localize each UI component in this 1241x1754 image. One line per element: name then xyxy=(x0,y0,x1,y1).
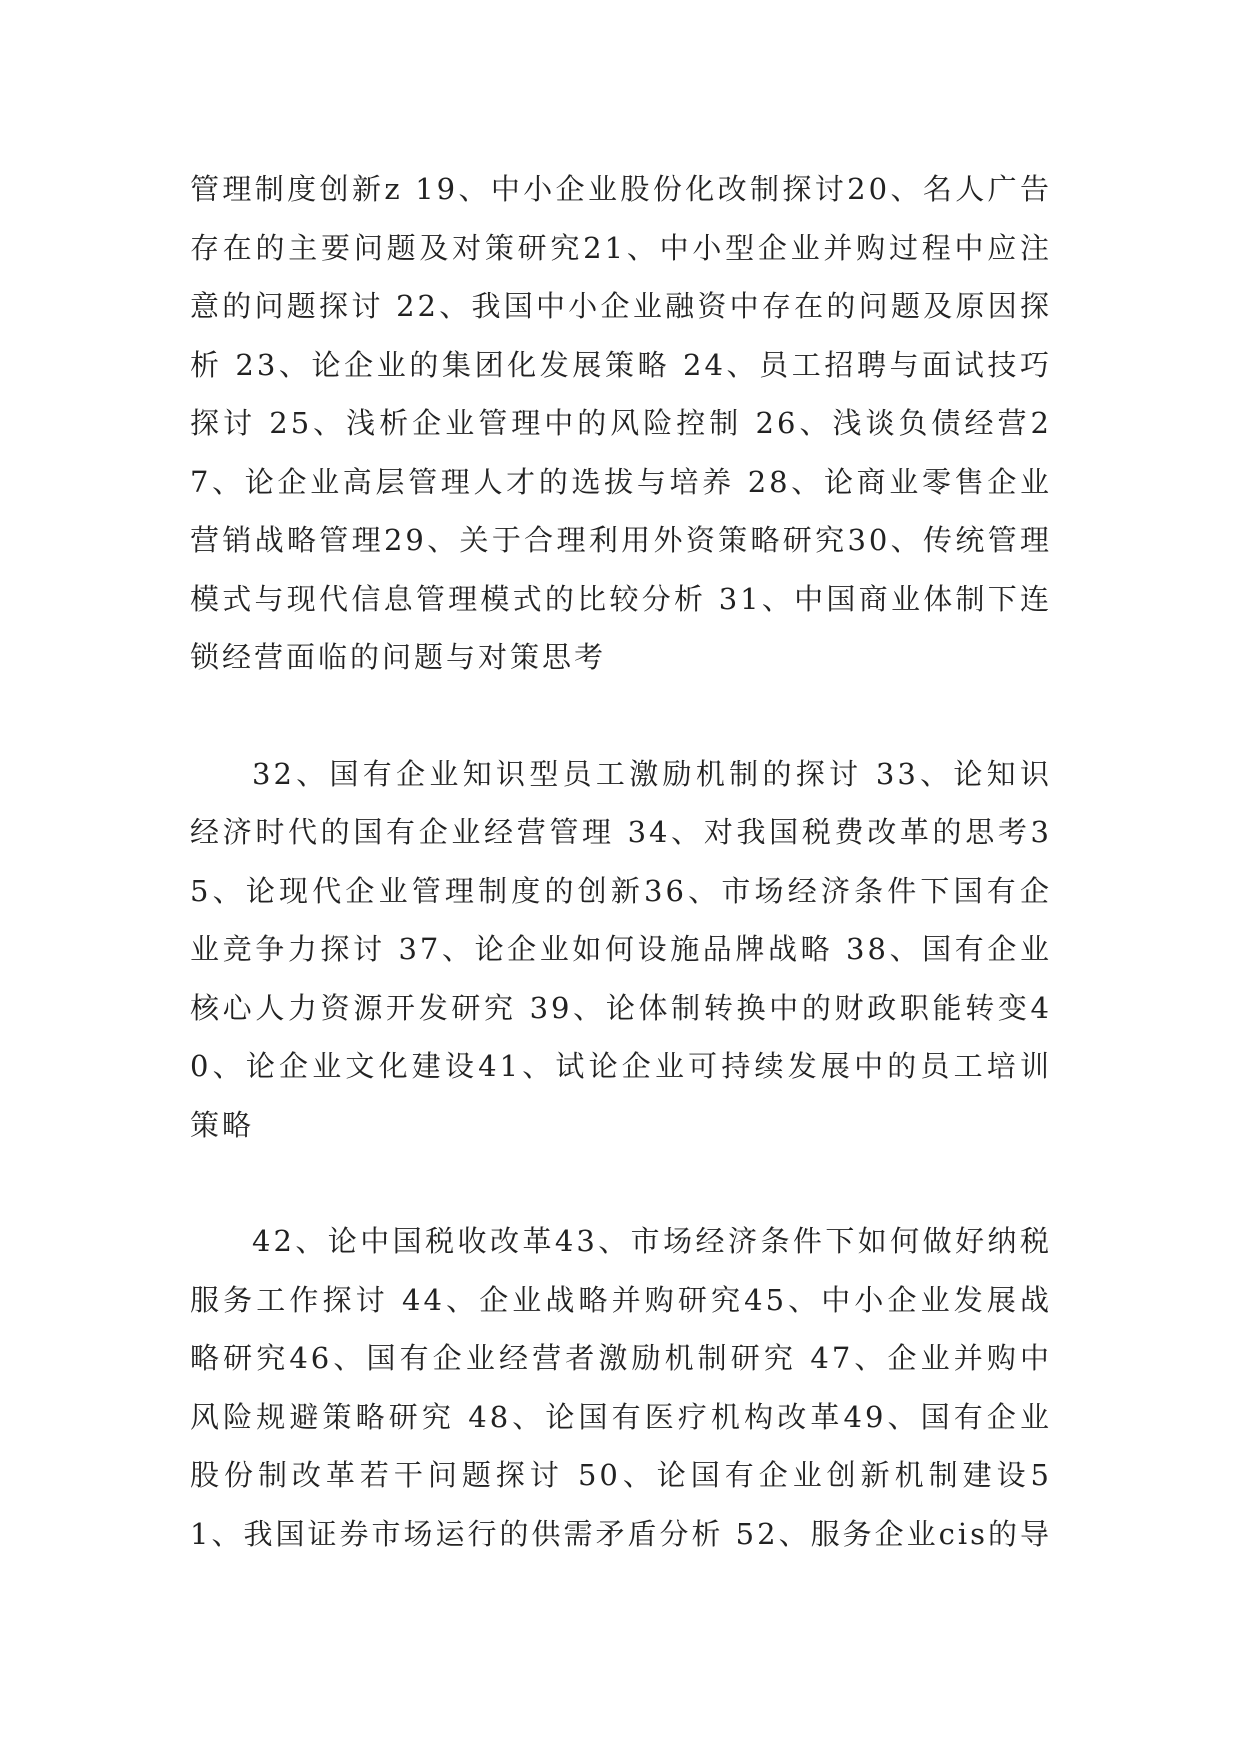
document-page xyxy=(190,160,1052,1563)
paragraph-spacer xyxy=(190,687,1052,745)
paragraph-1: 管理制度创新z 19、中小企业股份化改制探讨20、名人广告存在的主要问题及对策研究21、中小型企业并购过程中应注意的问题探讨 22、我国中小企业融资中存在的问题及原因探析 23、论企业的集团化发展策略 24、员工招聘与面试技巧探讨 25、浅析企业管理中的风险控制 26、浅谈负债经营27、论企业高层管理人才的选拔与培养 28、论商业零售企业营销战略管理29、关于合理利用外资策略研究30、传统管理模式与现代信息管理模式的比较分析 31、中国商业体制下连锁经营面临的问题与对策思考 xyxy=(190,172,1052,674)
paragraph-spacer xyxy=(190,1154,1052,1212)
paragraph-2: 32、国有企业知识型员工激励机制的探讨 33、论知识经济时代的国有企业经营管理 34、对我国税费改革的思考35、论现代企业管理制度的创新36、市场经济条件下国有企业竞争力探讨 37、论企业如何设施品牌战略 38、国有企业核心人力资源开发研究 39、论体制转换中的财政职能转变40、论企业文化建设41、试论企业可持续发展中的员工培训策略 xyxy=(190,756,1052,1142)
paragraph-3: 42、论中国税收改革43、市场经济条件下如何做好纳税服务工作探讨 44、企业战略并购研究45、中小企业发展战略研究46、国有企业经营者激励机制研究 47、企业并购中风险规避策略研究 48、论国有医疗机构改革49、国有企业股份制改革若干问题探讨 50、论国有企业创新机制建设51、我国证券市场运行的供需矛盾分析 52、服务企业cis的导 xyxy=(190,1224,1052,1551)
